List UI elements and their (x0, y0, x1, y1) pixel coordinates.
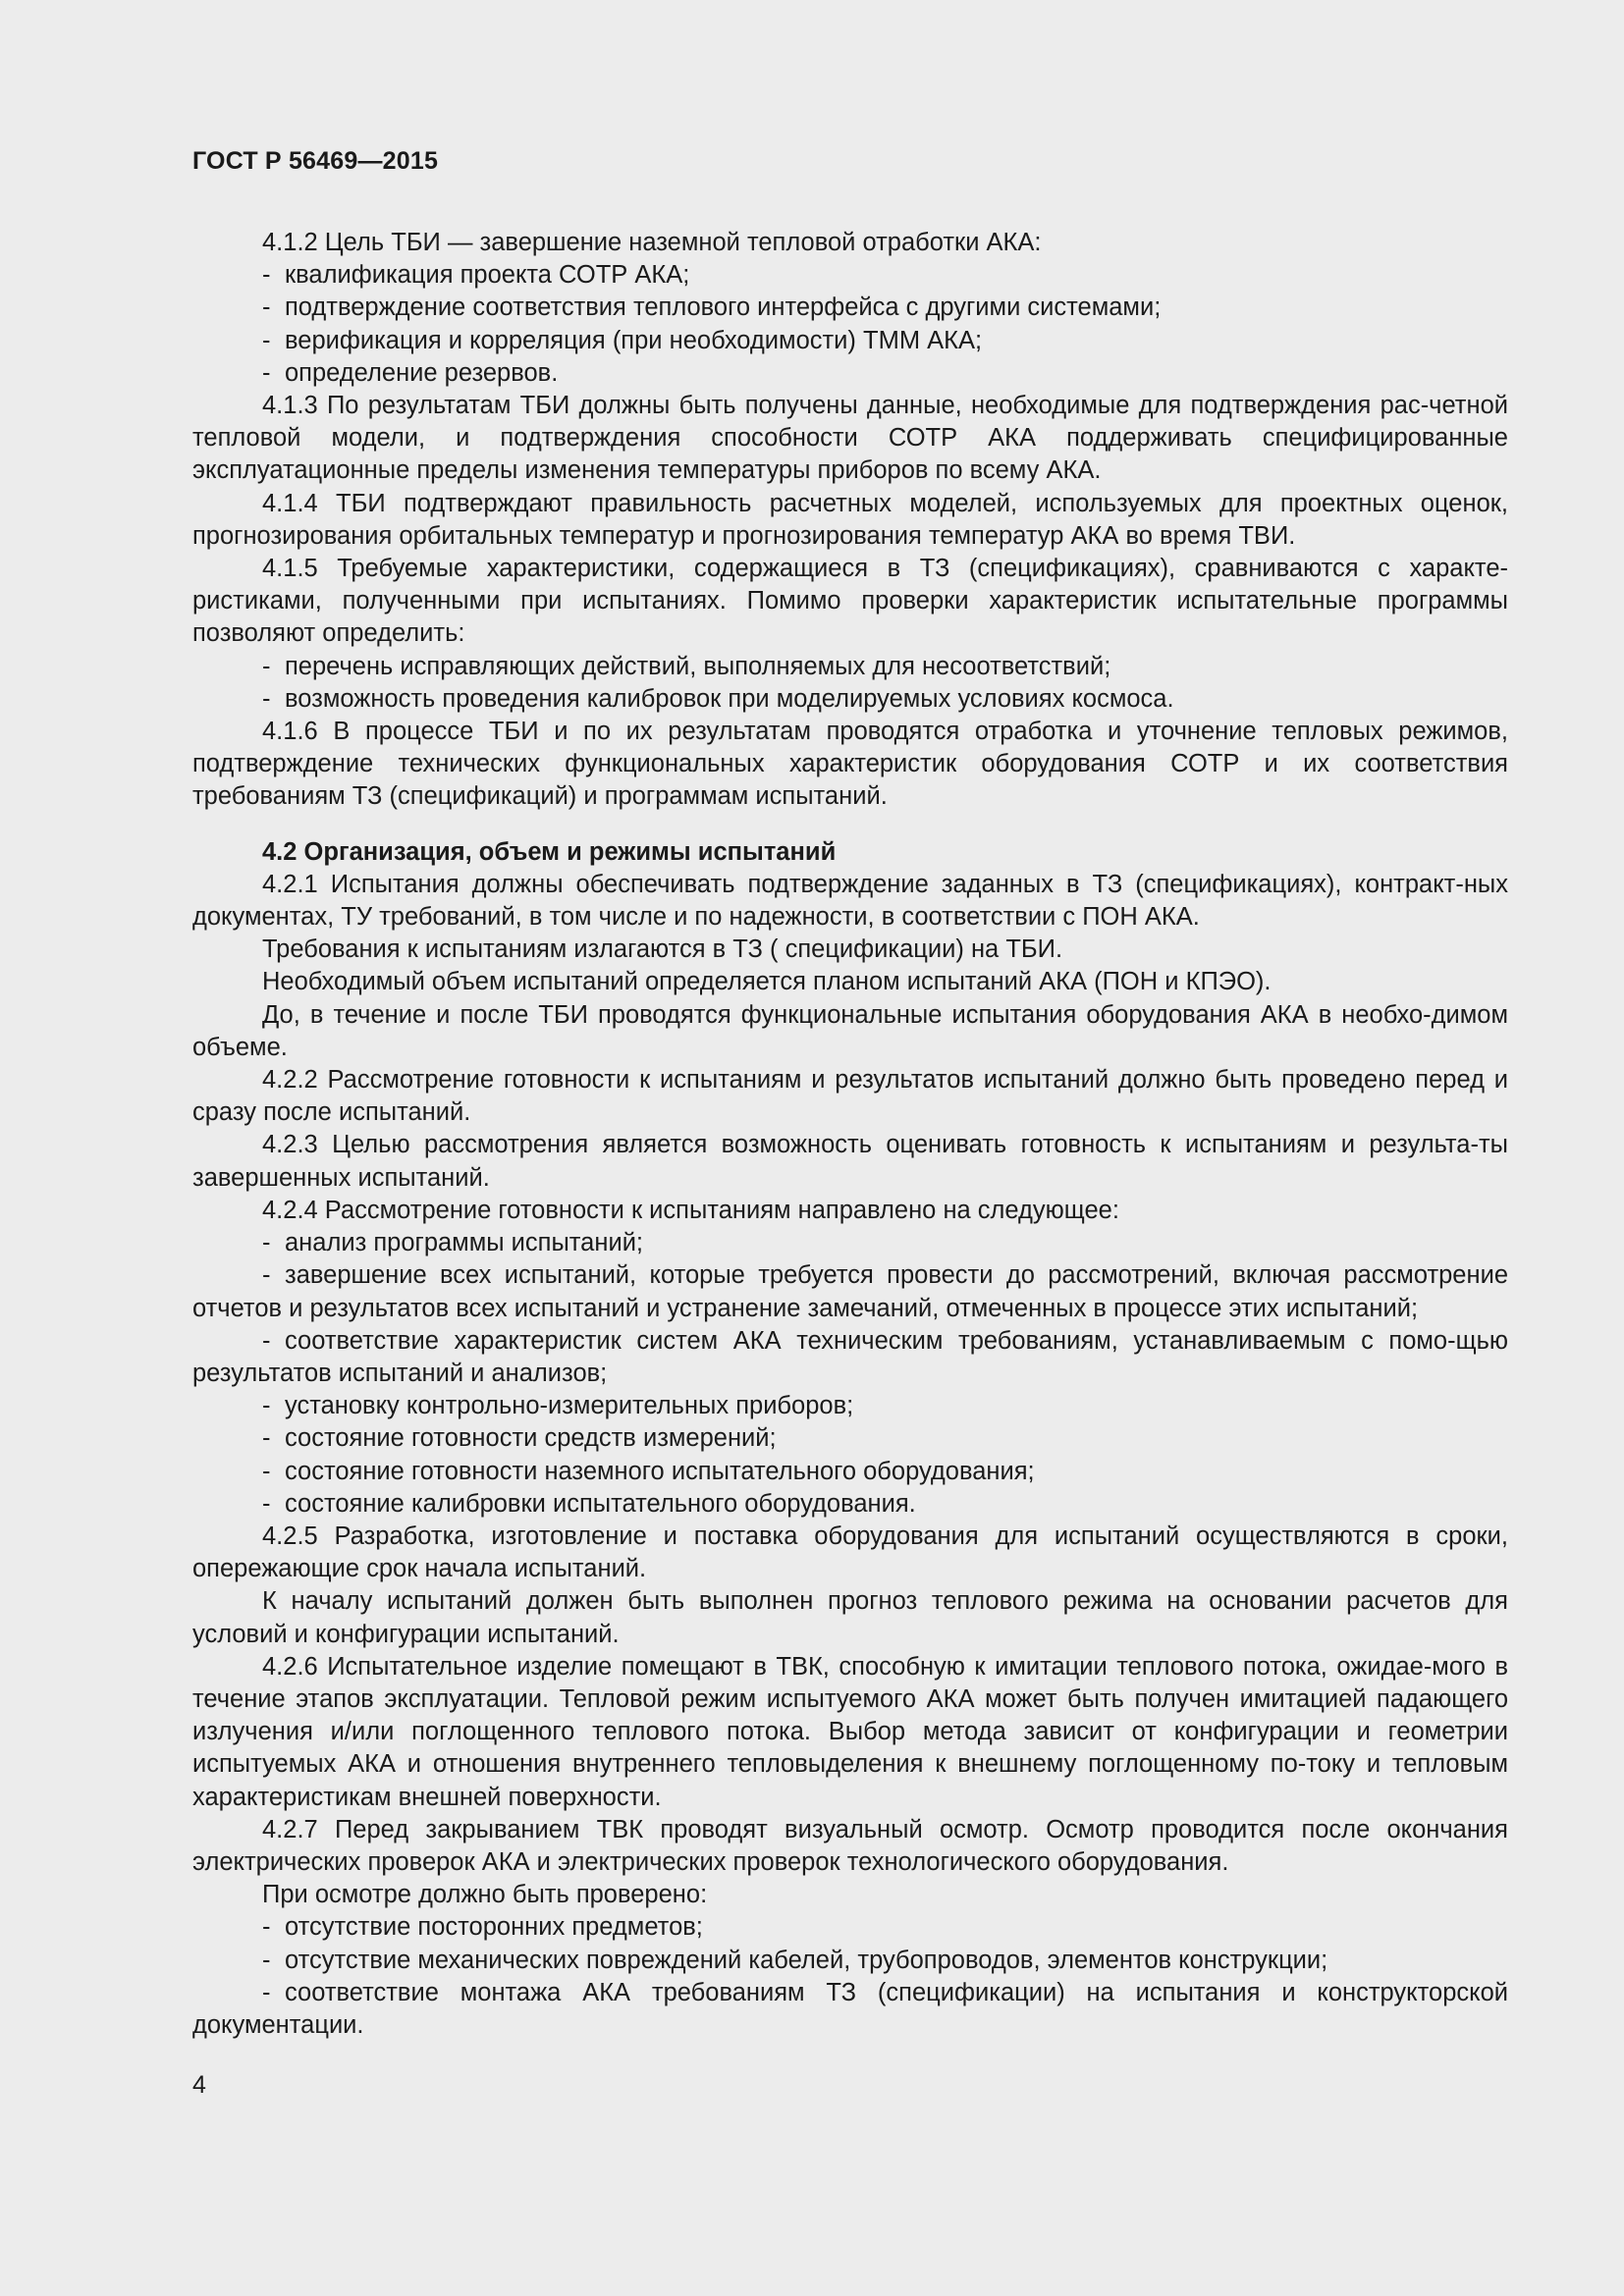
list-item (192, 1422, 1508, 1455)
paragraph: 4.1.3 По результатам ТБИ должны быть получены данные, необходимые для подтверждения рас-четной тепловой модели, и подтверждения способности СОТР АКА поддерживать специфицированные эксплуатационные пределы изменения температуры приборов по всему АКА. (192, 392, 1508, 485)
list-dash-marker: - (262, 1424, 271, 1453)
list-dash-marker: - (262, 261, 271, 290)
list-item (192, 683, 1508, 716)
paragraph: 4.1.6 В процессе ТБИ и по их результатам проводятся отработка и уточнение тепловых режимов, подтверждение технических функциональных характеристик оборудования СОТР и их соответствия требованиям ТЗ (спецификаций) и программам испытаний. (192, 718, 1508, 811)
list-item-text: соответствие характеристик систем АКА техническим требованиям, устанавливаемым с помо-щью результатов испытаний и анализов; (192, 1326, 1508, 1387)
list-item-text: соответствие монтажа АКА требованиям ТЗ (спецификации) на испытания и конструкторской документации. (192, 1978, 1508, 2039)
list-item (192, 357, 1508, 390)
list-item-text: верификация и корреляция (при необходимости) ТММ АКА; (285, 326, 983, 354)
list-dash-marker: - (262, 1489, 271, 1518)
list-item-text: завершение всех испытаний, которые требуется провести до рассмотрений, включая рассмотрение отчетов и результатов всех испытаний и устранение замечаний, отмеченных в процессе этих испытаний; (192, 1261, 1508, 1322)
list-item (192, 259, 1508, 292)
list-item (192, 325, 1508, 357)
list-item (192, 1390, 1508, 1422)
list-item (192, 1259, 1508, 1324)
list-item-text: отсутствие посторонних предметов; (285, 1913, 703, 1942)
paragraph: 4.1.4 ТБИ подтверждают правильность расчетных моделей, используемых для проектных оценок, прогнозирования орбитальных температур и прогнозирования температур АКА во время ТВИ. (192, 489, 1508, 550)
list-dash-marker: - (262, 1229, 271, 1257)
list-item-text: отсутствие механических повреждений кабелей, трубопроводов, элементов конструкции; (285, 1946, 1328, 1974)
paragraph: 4.2.5 Разработка, изготовление и поставка оборудования для испытаний осуществляются в сроки, опережающие срок начала испытаний. (192, 1522, 1508, 1583)
list-item-text: состояние готовности наземного испытательного оборудования; (285, 1457, 1035, 1485)
paragraph: 4.2.7 Перед закрыванием ТВК проводят визуальный осмотр. Осмотр проводится после окончания электрических проверок АКА и электрических проверок технологического оборудования. (192, 1815, 1508, 1876)
list-dash-marker: - (262, 652, 271, 680)
list-item-text: квалификация проекта СОТР АКА; (285, 261, 690, 290)
paragraph: 4.2.6 Испытательное изделие помещают в ТВК, способную к имитации теплового потока, ожидае-мого в течение этапов эксплуатации. Тепловой режим испытуемого АКА может быть получен имитацией падающего излучения и/или поглощенного теплового потока. Выбор метода зависит от конфигурации и геометрии испытуемых АКА и отношения внутреннего тепловыделения к внешнему поглощенному по-току и тепловым характеристикам внешней поверхности. (192, 1652, 1508, 1811)
list-dash-marker: - (262, 326, 271, 354)
list-item (192, 1227, 1508, 1259)
paragraph: До, в течение и после ТБИ проводятся функциональные испытания оборудования АКА в необхо-димом объеме. (192, 1000, 1508, 1061)
list-item (192, 1325, 1508, 1390)
list-item-text: анализ программы испытаний; (285, 1229, 644, 1257)
list-item (192, 1911, 1508, 1944)
document-header: ГОСТ Р 56469—2015 (192, 147, 439, 175)
document-body (192, 227, 1508, 2042)
list-item-text: подтверждение соответствия теплового интерфейса с другими системами; (285, 294, 1162, 322)
page-number: 4 (192, 2071, 206, 2099)
list-dash-marker: - (262, 1261, 271, 1290)
list-item (192, 1977, 1508, 2042)
list-item (192, 651, 1508, 683)
list-dash-marker: - (262, 1326, 271, 1355)
paragraph: Требования к испытаниям излагаются в ТЗ ( спецификации) на ТБИ. (262, 935, 1063, 964)
list-item-text: определение резервов. (285, 358, 559, 387)
list-item-text: перечень исправляющих действий, выполняемых для несоответствий; (285, 652, 1111, 680)
list-item (192, 1945, 1508, 1977)
list-item (192, 292, 1508, 324)
list-dash-marker: - (262, 358, 271, 387)
list-dash-marker: - (262, 1946, 271, 1974)
list-dash-marker: - (262, 294, 271, 322)
list-item-text: состояние калибровки испытательного оборудования. (285, 1489, 916, 1518)
list-item-text: возможность проведения калибровок при моделируемых условиях космоса. (285, 684, 1174, 713)
paragraph: При осмотре должно быть проверено: (262, 1881, 708, 1909)
paragraph: К началу испытаний должен быть выполнен прогноз теплового режима на основании расчетов для условий и конфигурации испытаний. (192, 1587, 1508, 1648)
paragraph: 4.2.3 Целью рассмотрения является возможность оценивать готовность к испытаниям и результа-ты завершенных испытаний. (192, 1131, 1508, 1192)
paragraph: 4.1.2 Цель ТБИ — завершение наземной тепловой отработки АКА: (262, 229, 1042, 256)
list-item-text: состояние готовности средств измерений; (285, 1424, 777, 1453)
list-dash-marker: - (262, 684, 271, 713)
paragraph: 4.2.4 Рассмотрение готовности к испытаниям направлено на следующее: (262, 1196, 1119, 1224)
paragraph: 4.2.2 Рассмотрение готовности к испытаниям и результатов испытаний должно быть проведено перед и сразу после испытаний. (192, 1066, 1508, 1127)
paragraph: 4.1.5 Требуемые характеристики, содержащиеся в ТЗ (спецификациях), сравниваются с характе-ристиками, полученными при испытаниях. Помимо проверки характеристик испытательные программы позволяют определить: (192, 555, 1508, 648)
section-title: 4.2 Организация, объем и режимы испытаний (262, 837, 837, 866)
paragraph: Необходимый объем испытаний определяется планом испытаний АКА (ПОН и КПЭО). (262, 968, 1272, 996)
list-dash-marker: - (262, 1392, 271, 1420)
list-dash-marker: - (262, 1978, 271, 2006)
list-item-text: установку контрольно-измерительных приборов; (285, 1392, 854, 1420)
paragraph: 4.2.1 Испытания должны обеспечивать подтверждение заданных в ТЗ (спецификациях), контракт-ных документах, ТУ требований, в том числе и по надежности, в соответствии с ПОН АКА. (192, 870, 1508, 932)
list-item (192, 1488, 1508, 1521)
list-dash-marker: - (262, 1913, 271, 1942)
list-dash-marker: - (262, 1457, 271, 1485)
list-item (192, 1456, 1508, 1488)
